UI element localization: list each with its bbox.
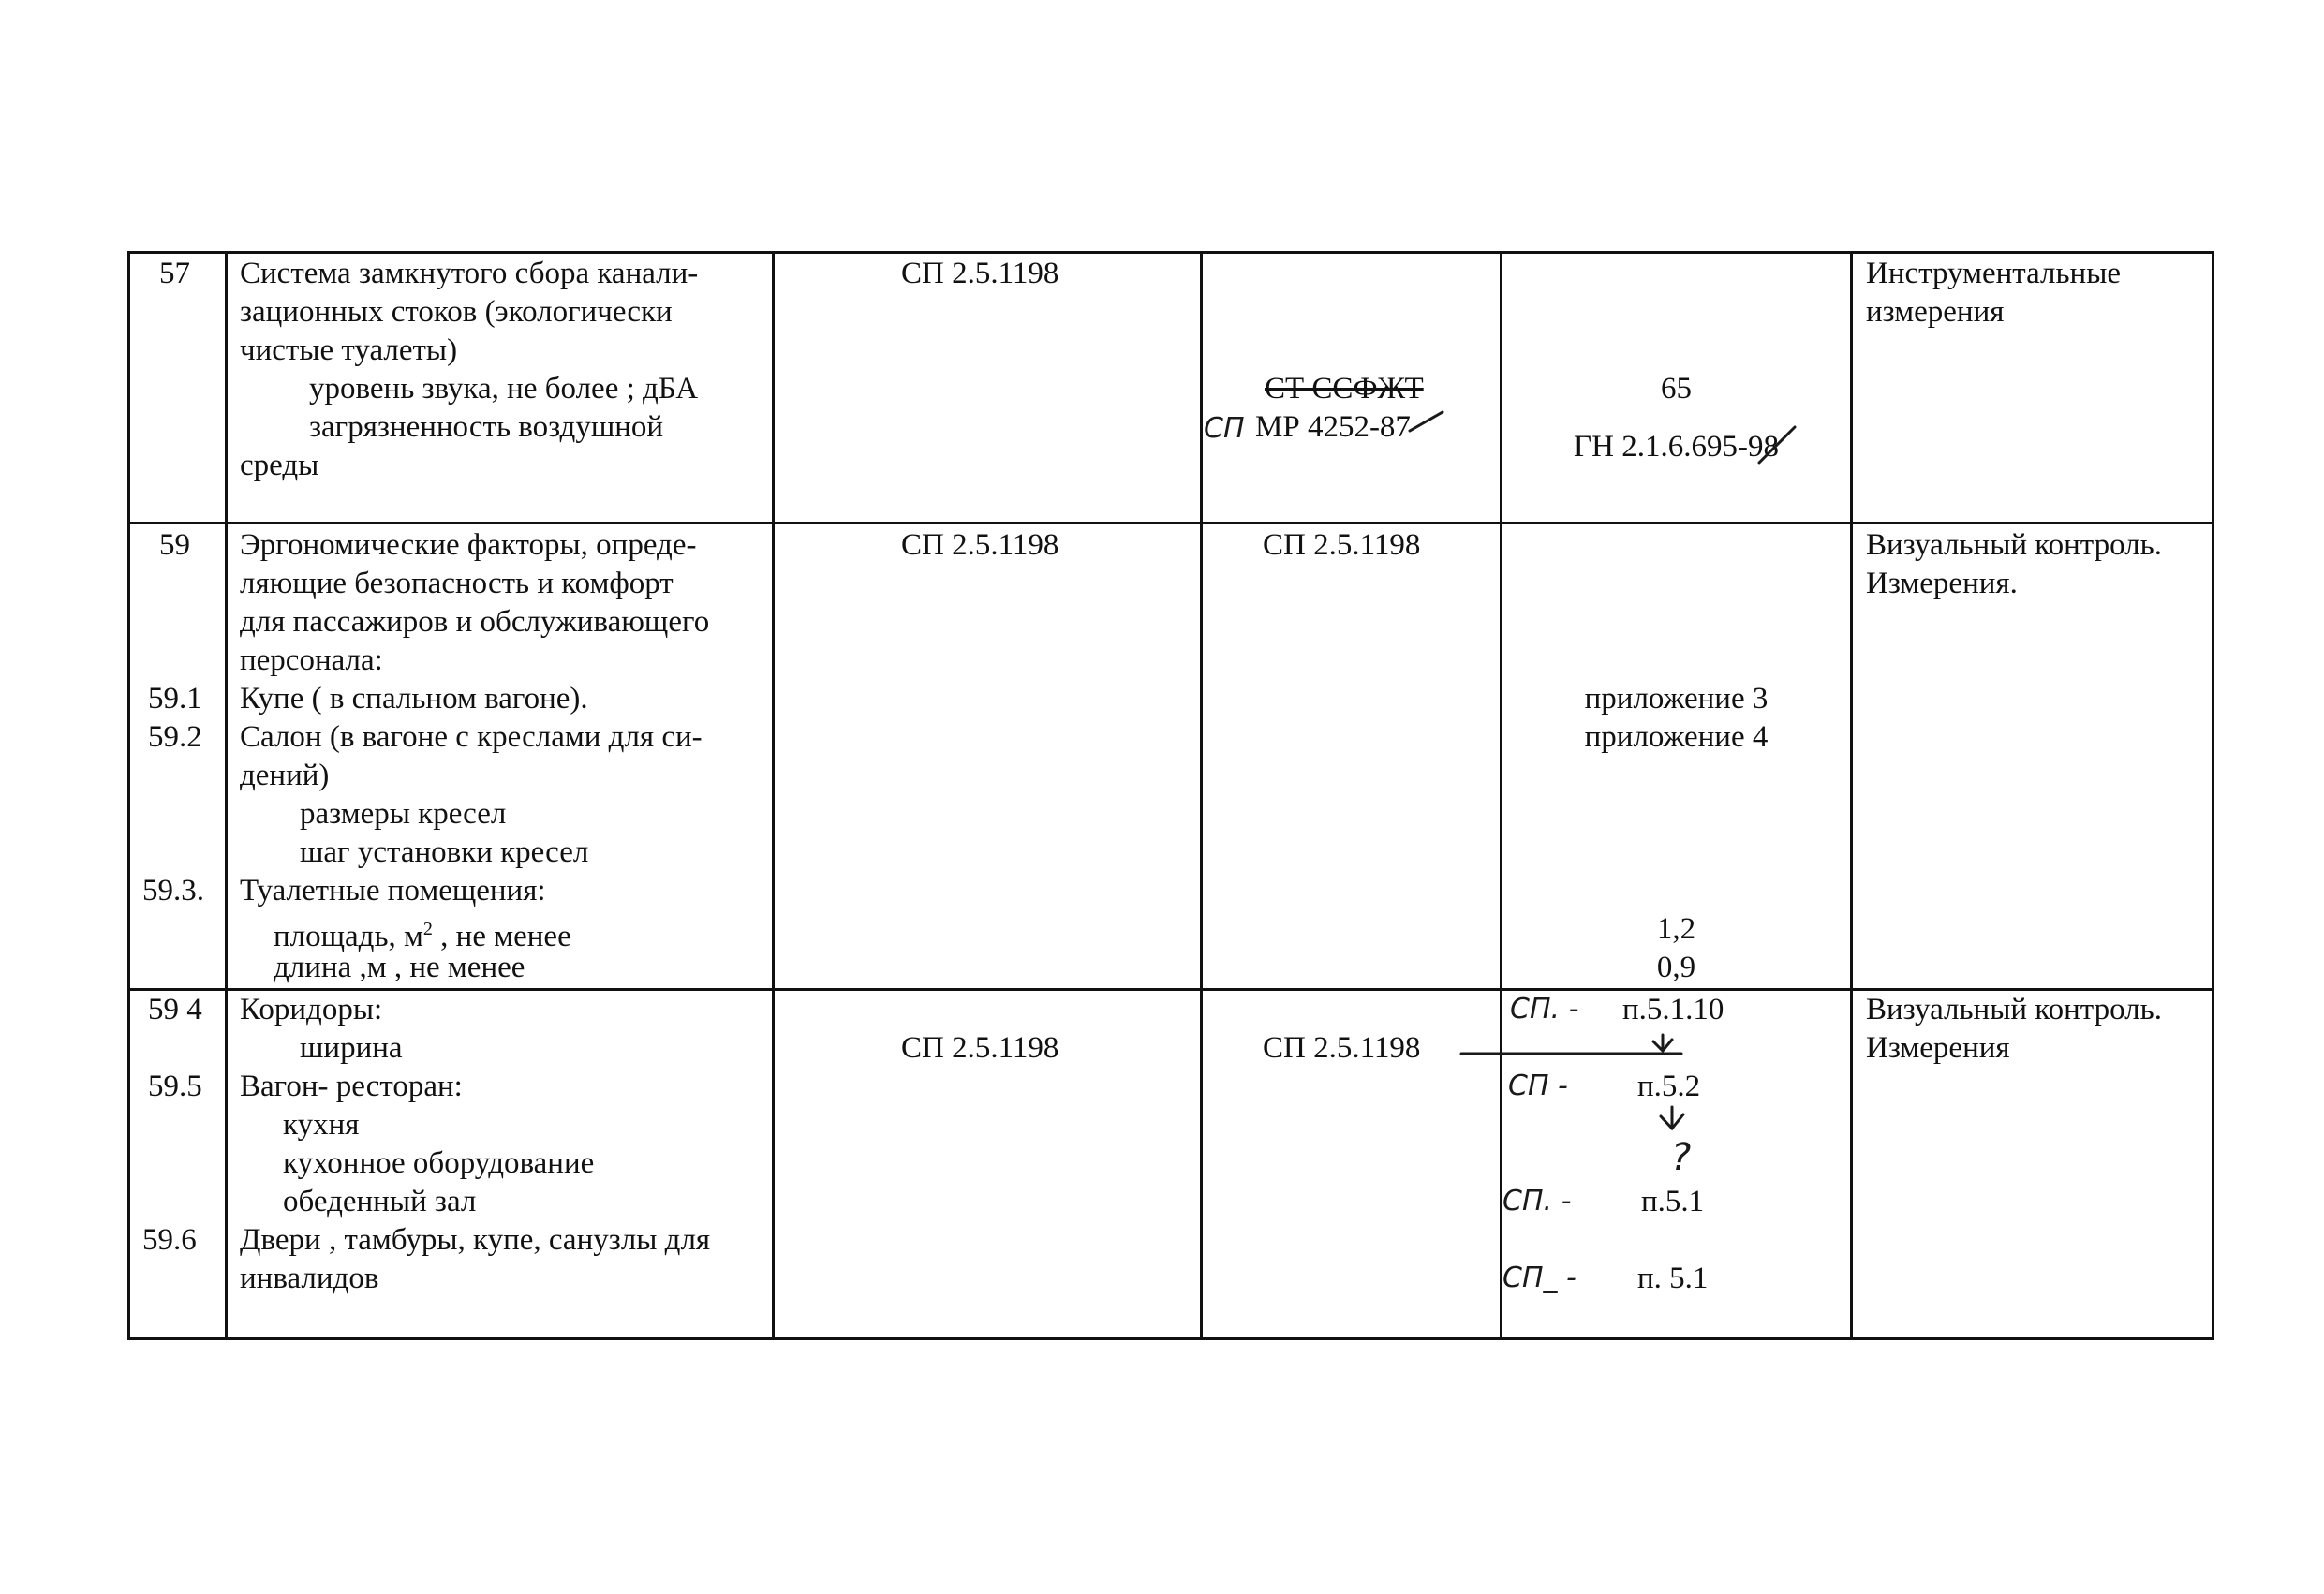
description-line: кухонное оборудование — [283, 1146, 595, 1180]
norm-reference: п.5.2 — [1637, 1070, 1701, 1103]
norm-reference: п.5.1.10 — [1622, 993, 1724, 1026]
control-method: измерения — [1866, 295, 2005, 329]
row-number: 59 — [159, 528, 190, 562]
description-line: обеденный зал — [283, 1185, 477, 1218]
description-line: Купе ( в спальном вагоне). — [240, 682, 588, 716]
handwritten-mark: СП. - — [1510, 993, 1579, 1026]
description-line: ляющие безопасность и комфорт — [240, 567, 674, 600]
description-line: Эргономические факторы, опреде- — [240, 528, 697, 562]
description-line: размеры кресел — [300, 797, 507, 831]
column-divider — [225, 251, 228, 1340]
description-line: персонала: — [240, 643, 383, 677]
description-line: среды — [240, 449, 319, 482]
norm-value: 0,9 — [1656, 951, 1696, 984]
norm-reference: п.5.1 — [1641, 1185, 1705, 1218]
hygiene-standard: СП 2.5.1198 — [901, 257, 1059, 290]
description-line: Туалетные помещения: — [240, 874, 546, 908]
description-line: шаг установки кресел — [300, 835, 589, 869]
column-divider — [772, 251, 775, 1340]
hygiene-standard: СП 2.5.1198 — [901, 528, 1059, 562]
description-line: ширина — [300, 1031, 403, 1065]
column-divider — [1200, 251, 1203, 1340]
handwritten-question: ? — [1671, 1136, 1692, 1179]
hygiene-standard: СП 2.5.1198 — [901, 1031, 1059, 1065]
description-line: загрязненность воздушной — [309, 410, 664, 444]
description-line: чистые туалеты) — [240, 333, 458, 367]
handwritten-mark: СП — [1204, 412, 1245, 445]
column-divider — [1500, 251, 1502, 1340]
description-line: Салон (в вагоне с креслами для си- — [240, 720, 703, 754]
table-border-top — [127, 251, 2214, 254]
norm-reference: приложение 3 — [1584, 682, 1769, 716]
norm-reference: ГН 2.1.6.695-98 — [1574, 430, 1779, 464]
handwritten-mark: СП_ - — [1502, 1262, 1576, 1294]
description-line: для пассажиров и обслуживающего — [240, 605, 710, 639]
table-border-bottom — [127, 1337, 2214, 1340]
description-line: длина ,м , не менее — [274, 951, 525, 984]
row-number: 59 4 — [148, 993, 202, 1026]
control-method: Измерения. — [1866, 567, 2018, 600]
method-reference: СП 2.5.1198 — [1263, 1031, 1421, 1065]
control-method: Визуальный контроль. — [1866, 993, 2162, 1026]
control-method: Измерения — [1866, 1031, 2010, 1065]
handwritten-mark: СП - — [1508, 1070, 1568, 1102]
description-line: кухня — [283, 1108, 360, 1142]
norm-reference: приложение 4 — [1584, 720, 1769, 754]
row-divider — [127, 522, 2214, 524]
table-border-left — [127, 251, 130, 1340]
control-method: Инструментальные — [1866, 257, 2122, 290]
description-line: уровень звука, не более ; дБА — [309, 372, 699, 406]
norm-value: 1,2 — [1656, 912, 1696, 946]
row-number: 59.1 — [148, 682, 202, 716]
area-label: площадь, м — [274, 920, 423, 953]
description-line: Вагон- ресторан: — [240, 1070, 463, 1103]
description-line: Двери , тамбуры, купе, санузлы для — [240, 1223, 711, 1257]
description-line: дений) — [240, 759, 330, 792]
row-number: 59.5 — [148, 1070, 202, 1103]
row-number: 59.3. — [142, 874, 204, 908]
handwritten-mark: СП. - — [1502, 1185, 1572, 1218]
struck-reference: СТ ССФЖТ — [1265, 372, 1424, 406]
method-reference: МР 4252-87 — [1255, 410, 1411, 444]
description-line: Коридоры: — [240, 993, 383, 1026]
area-suffix: , не менее — [432, 920, 571, 953]
row-number: 59.6 — [142, 1223, 197, 1257]
row-number: 59.2 — [148, 720, 202, 754]
column-divider — [1850, 251, 1853, 1340]
row-number: 57 — [159, 257, 190, 290]
norm-reference: п. 5.1 — [1637, 1262, 1709, 1295]
description-line: Система замкнутого сбора канали- — [240, 257, 699, 290]
method-reference: СП 2.5.1198 — [1263, 528, 1421, 562]
superscript: 2 — [422, 919, 433, 939]
table-border-right — [2212, 251, 2214, 1340]
norm-value: 65 — [1661, 372, 1692, 406]
control-method: Визуальный контроль. — [1866, 528, 2162, 562]
description-line: инвалидов — [240, 1262, 379, 1295]
description-line: зационных стоков (экологически — [240, 295, 673, 329]
